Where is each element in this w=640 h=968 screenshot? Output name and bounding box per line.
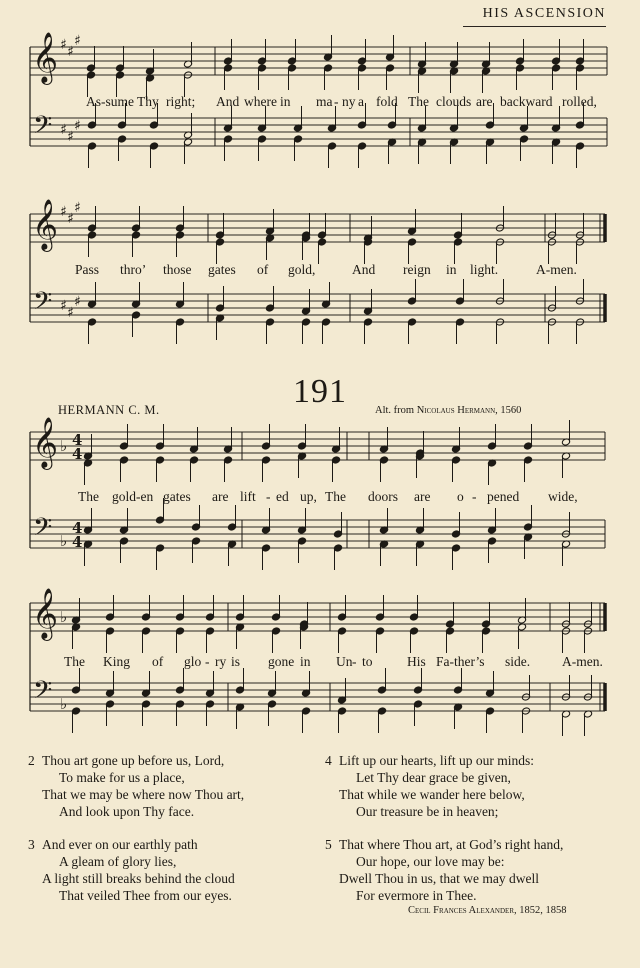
lyric-syllable: rolled,	[562, 94, 597, 109]
lyric-syllable: o	[457, 489, 464, 504]
verses-left	[28, 752, 244, 920]
lyric-syllable: in	[300, 654, 311, 669]
verse-text: A light still breaks behind the cloud	[42, 871, 235, 886]
lyric-syllable: reign	[403, 262, 431, 277]
verse-line	[325, 870, 563, 887]
verse-3	[28, 836, 244, 904]
flat-sign: ♭	[60, 695, 68, 713]
lyric-syllable: -	[334, 94, 339, 109]
verse-text: Thou art gone up before us, Lord,	[42, 753, 225, 768]
verse-line	[325, 752, 563, 769]
verse-text: That veiled Thee from our eyes.	[59, 888, 232, 903]
lyric-syllable: The	[408, 94, 429, 109]
attribution-year: , 1560	[495, 405, 522, 416]
sharp-sign: ♯	[60, 298, 67, 314]
lyric-syllable: And	[216, 94, 240, 109]
time-signature: 4	[72, 431, 83, 449]
verse-4	[325, 752, 563, 820]
verse-text: For evermore in Thee.	[356, 888, 477, 903]
sharp-sign: ♯	[74, 118, 81, 134]
attribution-name: Nicolaus Hermann	[416, 405, 496, 416]
time-signature: 4	[72, 533, 83, 551]
lyric-syllable: gone	[268, 654, 295, 669]
lyric-syllable: is	[231, 654, 241, 669]
lyric-syllable: Un	[336, 654, 353, 669]
lyric-syllable: a	[358, 94, 364, 109]
lyric-syllable: ma	[316, 94, 333, 109]
verse-text: Let Thy dear grace be given,	[356, 770, 511, 785]
lyric-syllable: of	[152, 654, 164, 669]
lyric-syllable: are	[476, 94, 493, 109]
lyric-syllable: His	[407, 654, 426, 669]
verse-text: And look upon Thy face.	[59, 804, 195, 819]
bass-clef: 𝄢	[33, 111, 53, 146]
sharp-sign: ♯	[67, 211, 74, 227]
lyric-syllable: gates	[208, 262, 236, 277]
lyric-syllable: where	[244, 94, 277, 109]
verse-line	[28, 870, 244, 887]
treble-clef: 𝄞	[32, 417, 59, 468]
verse-line	[28, 803, 244, 820]
bass-clef: 𝄢	[33, 287, 53, 322]
lyric-syllable: Thy	[137, 94, 159, 109]
verse-line	[325, 769, 563, 786]
lyric-syllable: Pass	[75, 262, 100, 277]
verses-right	[325, 752, 563, 920]
verse-text: Dwell Thou in us, that we may dwell	[339, 871, 539, 886]
lyric-syllable: The	[64, 654, 85, 669]
text-author-credit	[408, 905, 566, 916]
lyric-syllable: -	[266, 489, 271, 504]
treble-clef: 𝄞	[32, 199, 59, 250]
lyric-syllable: -	[205, 654, 210, 669]
flat-sign: ♭	[60, 532, 68, 550]
lyric-syllable: clouds	[436, 94, 472, 109]
lyric-syllable: lift	[240, 489, 256, 504]
lyric-syllable: side.	[505, 654, 531, 669]
credit-years: , 1852, 1858	[513, 905, 567, 916]
attribution-prefix: Alt. from	[375, 405, 415, 416]
sharp-sign: ♯	[67, 129, 74, 145]
verse-5	[325, 836, 563, 904]
verse-text: That where Thou art, at God’s right hand,	[339, 837, 564, 852]
verse-number: 4	[325, 753, 332, 768]
sharp-sign: ♯	[60, 37, 67, 53]
lyric-syllable: King	[103, 654, 130, 669]
lyric-syllable: The	[325, 489, 346, 504]
lyric-syllable: A-men.	[562, 654, 603, 669]
verse-line	[28, 853, 244, 870]
lyric-syllable: The	[78, 489, 99, 504]
sharp-sign: ♯	[60, 204, 67, 220]
flat-sign: ♭	[60, 437, 68, 455]
verse-2	[28, 752, 244, 820]
verse-text: To make for us a place,	[59, 770, 185, 785]
verse-line	[325, 803, 563, 820]
lyric-syllable: thro’	[120, 262, 147, 277]
flat-sign: ♭	[60, 608, 68, 626]
lyric-syllable: those	[163, 262, 192, 277]
lyric-syllable: wide,	[548, 489, 578, 504]
lyric-syllable: backward	[500, 94, 553, 109]
verse-text: Our treasure be in heaven;	[356, 804, 499, 819]
lyric-syllable: Fa-ther’s	[436, 654, 485, 669]
bass-clef: 𝄢	[33, 513, 53, 548]
lyric-syllable: are	[414, 489, 431, 504]
lyric-syllable: glo	[184, 654, 202, 669]
sharp-sign: ♯	[74, 33, 81, 49]
verse-text: A gleam of glory lies,	[59, 854, 177, 869]
lyric-syllable: -	[352, 654, 357, 669]
tune-name: HERMANN C. M.	[58, 403, 160, 417]
treble-clef: 𝄞	[32, 588, 59, 639]
lyric-syllable: gates	[163, 489, 191, 504]
verse-line	[28, 769, 244, 786]
verse-number: 3	[28, 837, 35, 852]
page-section-title: HIS ASCENSION	[482, 6, 606, 21]
lyric-syllable: ed	[276, 489, 289, 504]
lyric-syllable: of	[257, 262, 269, 277]
treble-clef: 𝄞	[32, 32, 59, 83]
lyric-syllable: gold-en	[112, 489, 154, 504]
sharp-sign: ♯	[74, 200, 81, 216]
verse-line	[28, 786, 244, 803]
lyric-syllable: doors	[368, 489, 398, 504]
verse-text: Our hope, our love may be:	[356, 854, 505, 869]
sharp-sign: ♯	[67, 44, 74, 60]
lyric-syllable: gold,	[288, 262, 316, 277]
time-signature: 4	[72, 445, 83, 463]
hymn-number: 191	[293, 373, 347, 410]
verse-line	[325, 786, 563, 803]
lyric-syllable: in	[280, 94, 291, 109]
lyric-syllable: in	[446, 262, 457, 277]
time-signature: 4	[72, 519, 83, 537]
lyric-syllable: As-sume	[86, 94, 134, 109]
verse-line	[325, 853, 563, 870]
verse-text: Lift up our hearts, lift up our minds:	[339, 753, 534, 768]
sharp-sign: ♯	[67, 305, 74, 321]
lyric-syllable: And	[352, 262, 376, 277]
lyric-syllable: to	[362, 654, 373, 669]
sharp-sign: ♯	[74, 294, 81, 310]
verse-line	[325, 887, 563, 904]
lyric-syllable: pened	[487, 489, 520, 504]
lyric-syllable: -	[472, 489, 477, 504]
lyric-syllable: ny	[342, 94, 356, 109]
verse-line	[28, 752, 244, 769]
credit-author: Cecil Frances Alexander	[408, 905, 514, 916]
verse-line	[28, 887, 244, 904]
verse-number: 5	[325, 837, 332, 852]
verse-line	[325, 836, 563, 853]
verse-number: 2	[28, 753, 35, 768]
verse-line	[28, 836, 244, 853]
lyric-syllable: fold	[376, 94, 398, 109]
lyric-syllable: right;	[166, 94, 196, 109]
lyric-syllable: ry	[215, 654, 227, 669]
verse-text: That we may be where now Thou art,	[42, 787, 245, 802]
bass-clef: 𝄢	[33, 676, 53, 711]
lyric-syllable: A-men.	[536, 262, 577, 277]
lyric-syllable: light.	[470, 262, 499, 277]
sharp-sign: ♯	[60, 122, 67, 138]
lyric-syllable: are	[212, 489, 229, 504]
hymn-attribution	[375, 405, 521, 416]
verse-text: That while we wander here below,	[339, 787, 525, 802]
verse-text: And ever on our earthly path	[42, 837, 198, 852]
lyric-syllable: up,	[300, 489, 317, 504]
